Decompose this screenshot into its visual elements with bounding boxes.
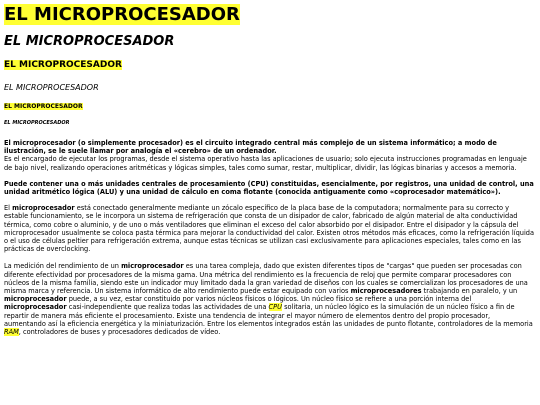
cooling-text-a: El <box>4 204 13 213</box>
paragraph-intro <box>4 139 534 172</box>
cpu-highlight: CPU <box>268 303 282 312</box>
paragraph-cpu-units: Puede contener una o más unidades centrales de procesamiento (CPU) constituidas, esencialmente, por registros, una unidad de control, una unidad aritmético lógica (ALU) y una unidad de cálculo en coma flotante (conocida antiguamente como «coprocesador matemático»). <box>4 179 534 197</box>
heading-level-1 <box>4 4 534 25</box>
perf-text-a: La medición del rendimiento de un <box>4 262 122 271</box>
perf-keyword-2: microprocesadores <box>350 287 422 296</box>
paragraph-cooling <box>4 204 534 253</box>
perf-text-c: es una tarea compleja, dado que existen diferentes tipos de "cargas" que pueden ser procesadas con diferente efectividad por procesadores de la misma gama. Una métrica del rendimiento es la frecuencia de reloj que permite comparar procesadores con núcleos de la misma familia, siendo este un indicador muy limitado dada la gran variedad de diseños con los cuales se comercializan los procesadores de una misma marca y referencia. Un sistema informático de alto rendimiento puede estar equipado con varios <box>4 262 528 296</box>
heading-level-4: EL MICROPROCESADOR <box>4 83 99 92</box>
heading-level-5 <box>4 103 534 111</box>
ram-highlight: RAM <box>4 328 19 337</box>
heading-level-2: EL MICROPROCESADOR <box>4 34 175 49</box>
perf-text-k: , controladores de buses y procesadores dedicados de vídeo. <box>18 328 221 337</box>
perf-text-j: solitaria, un núcleo lógico es la simulación de un núcleo físico a fin de repartir de manera más eficiente el procesamiento. Existe una tendencia de integrar el mayor número de elementos dentro del propio procesador, aumentando así la eficiencia energética y la miniaturización. Entre los elementos integrados están las unidades de punto flotante, controladores de la memoria <box>4 303 533 328</box>
perf-text-e: trabajando en paralelo, y un <box>421 287 518 296</box>
intro-rest-text: Es el encargado de ejecutar los programas, desde el sistema operativo hasta las aplicaciones de usuario; solo ejecuta instrucciones programadas en lenguaje de bajo nivel, realizando operaciones aritméticas y lógicas simples, tales como sumar, restar, multiplicar, dividir, las lógicas binarias y accesos a memoria. <box>4 155 527 172</box>
intro-bold-text: El microprocesador (o simplemente procesador) es el circuito integrado central más complejo de un sistema informático; a modo de ilustración, se le suele llamar por analogía el «cerebro» de un ordenador. <box>4 139 497 156</box>
paragraph-performance <box>4 262 534 336</box>
perf-keyword-3: microprocesador <box>4 295 67 304</box>
heading-level-6: EL MICROPROCESADOR <box>4 120 70 126</box>
perf-keyword-4: microprocesador <box>4 303 67 312</box>
perf-text-i: casi-independiente que realiza todas las actividades de una <box>66 303 269 312</box>
cooling-keyword: microprocesador <box>12 204 75 213</box>
heading-1-text: EL MICROPROCESADOR <box>4 4 240 25</box>
cooling-text-b: está conectado generalmente mediante un zócalo específico de la placa base de la computadora; normalmente para su correcto y estable funcionamiento, se le incorpora un sistema de refrigeración que consta de un disipador de calor, fabricado de algún material de alta conductividad térmica, como cobre o aluminio, y de uno o más ventiladores que eliminan el exceso del calor absorbido por el disipador. Entre el disipador y la cápsula del microprocesador usualmente se coloca pasta térmica para mejorar la conductividad del calor. Existen otros métodos más eficaces, como la refrigeración líquida o el uso de células peltier para refrigeración extrema, aunque estas técnicas se utilizan casi exclusivamente para aplicaciones especiales, tales como en las prácticas de overclocking. <box>4 204 535 254</box>
perf-text-g: puede, a su vez, estar constituido por varios núcleos físicos o lógicos. Un núcleo físico se refiere a una porción interna del <box>66 295 472 304</box>
heading-level-3 <box>4 60 534 71</box>
heading-5-text: EL MICROPROCESADOR <box>4 103 83 110</box>
heading-3-text: EL MICROPROCESADOR <box>4 60 122 70</box>
perf-keyword-1: microprocesador <box>121 262 184 271</box>
